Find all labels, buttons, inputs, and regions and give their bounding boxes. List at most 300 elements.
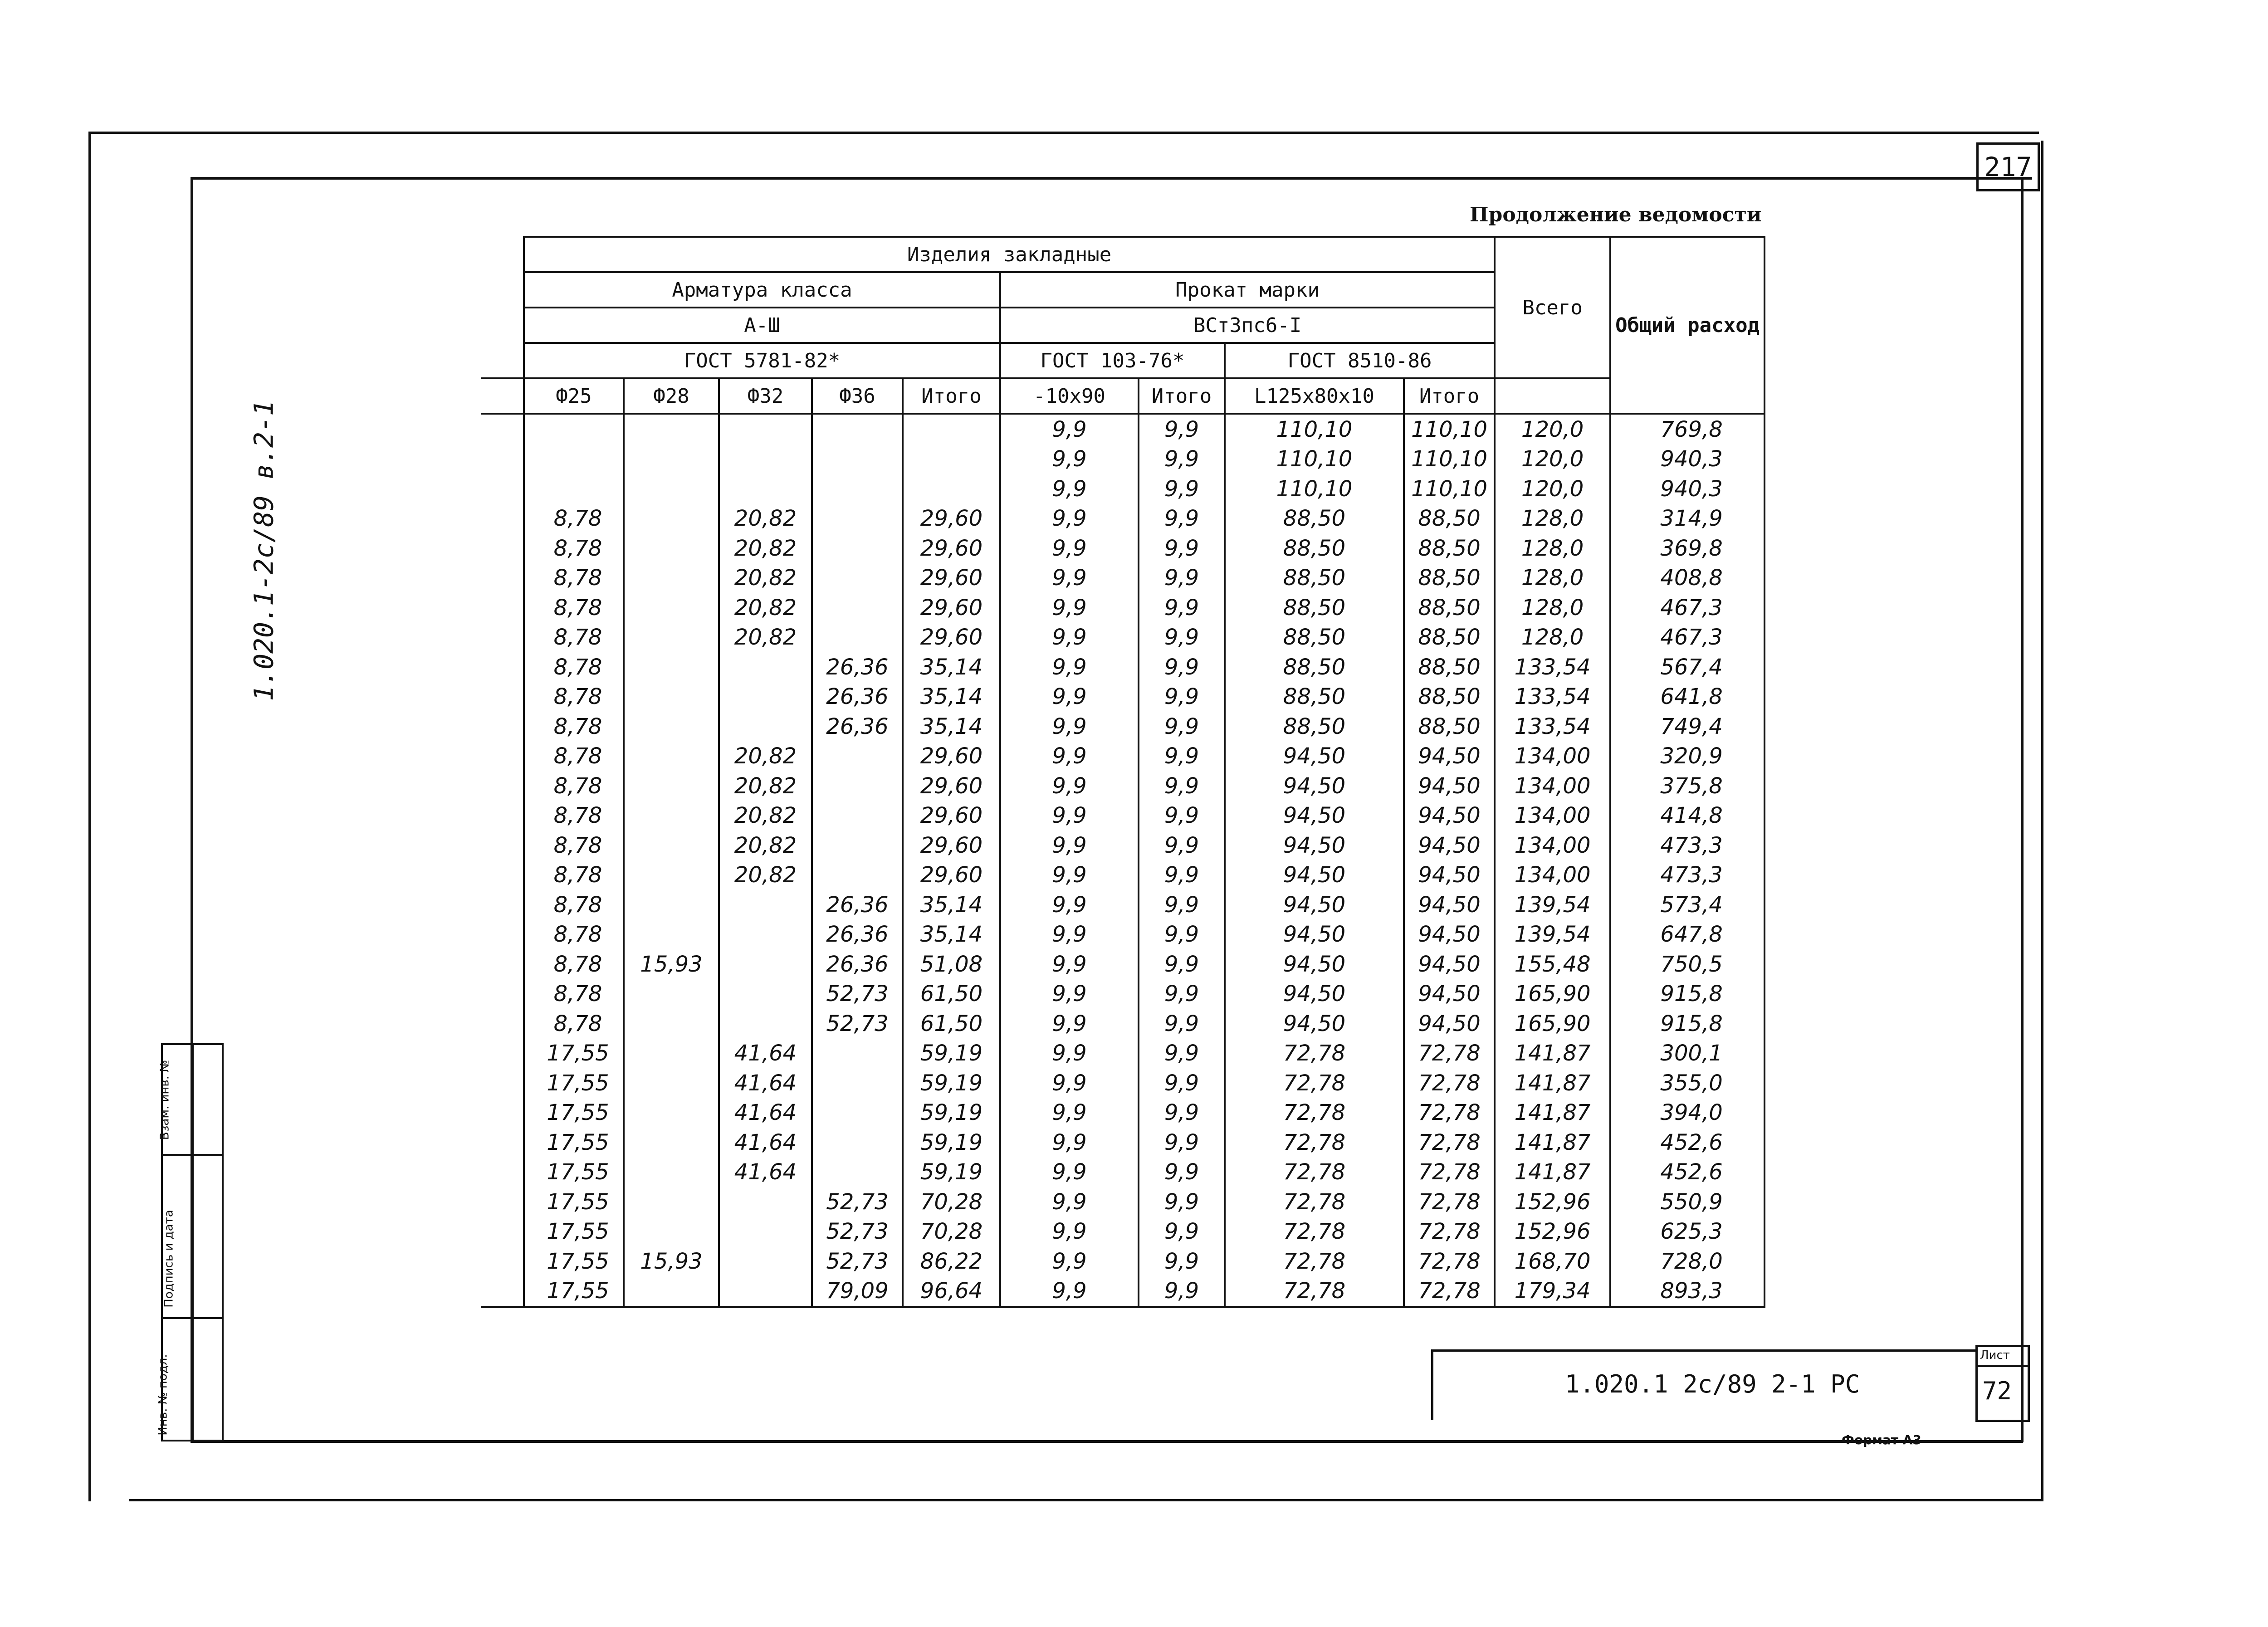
- table-cell: 17,55: [524, 1039, 624, 1069]
- table-cell: 9,9: [1000, 771, 1139, 801]
- table-cell: 750,5: [1610, 949, 1765, 979]
- table-row: [481, 1187, 1765, 1217]
- table-cell: 414,8: [1610, 801, 1765, 831]
- table-cell: 94,50: [1225, 979, 1404, 1009]
- table-body: [481, 414, 1765, 1307]
- table-cell: [624, 1158, 719, 1187]
- table-row: [481, 801, 1765, 831]
- col-header: L125х80х10: [1225, 378, 1404, 414]
- table-cell: 134,00: [1495, 801, 1610, 831]
- table-cell: 473,3: [1610, 831, 1765, 860]
- table-cell: 70,28: [903, 1187, 1000, 1217]
- table-cell: [624, 1276, 719, 1307]
- table-cell: 9,9: [1139, 474, 1225, 504]
- table-cell: 59,19: [903, 1068, 1000, 1098]
- table-cell: 9,9: [1139, 682, 1225, 712]
- table-cell: 29,60: [903, 860, 1000, 890]
- table-cell: [624, 682, 719, 712]
- table-row: [481, 979, 1765, 1009]
- table-cell: 152,96: [1495, 1217, 1610, 1247]
- table-cell: 17,55: [524, 1246, 624, 1276]
- inner-frame-right: [2021, 177, 2024, 1442]
- table-cell: 20,82: [719, 771, 812, 801]
- table-cell: 940,3: [1610, 474, 1765, 504]
- table-cell: 72,78: [1404, 1098, 1495, 1128]
- table-cell: [624, 742, 719, 772]
- table-cell: 72,78: [1404, 1276, 1495, 1307]
- table-cell: 9,9: [1000, 831, 1139, 860]
- table-cell: 15,93: [624, 949, 719, 979]
- table-cell: [812, 1068, 903, 1098]
- header-gost1: ГОСТ 103-76*: [1000, 343, 1225, 378]
- inner-frame-top: [191, 177, 2032, 180]
- table-cell: 88,50: [1404, 623, 1495, 653]
- outer-frame-bottom: [129, 1499, 2043, 1501]
- table-cell: [624, 979, 719, 1009]
- table-cell: 473,3: [1610, 860, 1765, 890]
- table-cell: 94,50: [1225, 860, 1404, 890]
- table-cell: 29,60: [903, 504, 1000, 534]
- table-cell: 128,0: [1495, 533, 1610, 563]
- table-cell: 452,6: [1610, 1158, 1765, 1187]
- table-cell: 141,87: [1495, 1158, 1610, 1187]
- table-cell: 9,9: [1000, 504, 1139, 534]
- table-cell: 29,60: [903, 593, 1000, 623]
- table-cell: 8,78: [524, 860, 624, 890]
- table-cell: 72,78: [1225, 1068, 1404, 1098]
- table-cell: [624, 414, 719, 445]
- table-cell: 88,50: [1404, 682, 1495, 712]
- table-cell: 110,10: [1404, 414, 1495, 445]
- table-cell: [624, 890, 719, 920]
- table-cell: 41,64: [719, 1128, 812, 1158]
- table-cell: 41,64: [719, 1098, 812, 1128]
- table-row: [481, 474, 1765, 504]
- table-cell: 9,9: [1000, 712, 1139, 742]
- table-cell: 139,54: [1495, 920, 1610, 950]
- table-cell: 20,82: [719, 533, 812, 563]
- table-cell: 9,9: [1139, 1068, 1225, 1098]
- table-cell: 9,9: [1000, 623, 1139, 653]
- header-armatura-class: А-Ш: [524, 308, 1000, 343]
- table-cell: 467,3: [1610, 623, 1765, 653]
- table-cell: 120,0: [1495, 414, 1610, 445]
- table-cell: 9,9: [1139, 771, 1225, 801]
- table-cell: [719, 1009, 812, 1039]
- table-cell: 94,50: [1404, 979, 1495, 1009]
- table-cell: 72,78: [1404, 1128, 1495, 1158]
- table-cell: 35,14: [903, 920, 1000, 950]
- table-cell: 20,82: [719, 593, 812, 623]
- table-cell: 88,50: [1404, 712, 1495, 742]
- table-cell: 8,78: [524, 563, 624, 593]
- table-cell: 17,55: [524, 1068, 624, 1098]
- table-cell: 26,36: [812, 920, 903, 950]
- table-cell: 88,50: [1225, 623, 1404, 653]
- table-cell: 94,50: [1225, 1009, 1404, 1039]
- table-row: [481, 593, 1765, 623]
- table-cell: 625,3: [1610, 1217, 1765, 1247]
- table-cell: 9,9: [1139, 949, 1225, 979]
- table-row: [481, 1039, 1765, 1069]
- table-cell: 9,9: [1139, 414, 1225, 445]
- table-cell: 52,73: [812, 1009, 903, 1039]
- table-cell: 9,9: [1139, 712, 1225, 742]
- table-cell: 915,8: [1610, 979, 1765, 1009]
- table-cell: [812, 801, 903, 831]
- table-cell: 17,55: [524, 1158, 624, 1187]
- table-cell: 9,9: [1000, 742, 1139, 772]
- table-cell: 52,73: [812, 1246, 903, 1276]
- continuation-title: Продолжение ведомости: [1470, 203, 1762, 226]
- table-cell: [719, 445, 812, 474]
- table-cell: [903, 445, 1000, 474]
- table-cell: 134,00: [1495, 742, 1610, 772]
- table-row: [481, 1276, 1765, 1307]
- col-header: Итого: [1139, 378, 1225, 414]
- table-cell: [719, 1276, 812, 1307]
- table-row: [481, 712, 1765, 742]
- table-cell: 94,50: [1404, 1009, 1495, 1039]
- table-cell: 9,9: [1000, 1246, 1139, 1276]
- table-cell: 394,0: [1610, 1098, 1765, 1128]
- table-cell: 128,0: [1495, 623, 1610, 653]
- table-cell: 88,50: [1404, 533, 1495, 563]
- table-cell: [624, 860, 719, 890]
- table-cell: 141,87: [1495, 1128, 1610, 1158]
- table-cell: [624, 1068, 719, 1098]
- table-row: [481, 890, 1765, 920]
- stamp-inv-podl: Инв. № подл.: [156, 1354, 170, 1436]
- table-cell: [624, 1128, 719, 1158]
- table-row: [481, 563, 1765, 593]
- table-cell: [812, 414, 903, 445]
- col-header: -10х90: [1000, 378, 1139, 414]
- table-cell: 9,9: [1000, 593, 1139, 623]
- table-cell: 8,78: [524, 682, 624, 712]
- table-cell: 128,0: [1495, 504, 1610, 534]
- col-header: Ф36: [812, 378, 903, 414]
- table-cell: 9,9: [1000, 1128, 1139, 1158]
- table-cell: 9,9: [1139, 623, 1225, 653]
- table-cell: 9,9: [1139, 593, 1225, 623]
- table-cell: [719, 1217, 812, 1247]
- table-cell: 134,00: [1495, 860, 1610, 890]
- header-prokat-grade: ВСт3пс6-I: [1000, 308, 1495, 343]
- table-cell: [524, 445, 624, 474]
- header-armatura: Арматура класса: [524, 272, 1000, 308]
- table-cell: 72,78: [1225, 1217, 1404, 1247]
- table-cell: 41,64: [719, 1068, 812, 1098]
- table-cell: 110,10: [1404, 445, 1495, 474]
- table-cell: [624, 474, 719, 504]
- table-cell: [524, 414, 624, 445]
- table-cell: 88,50: [1225, 563, 1404, 593]
- table-cell: 88,50: [1404, 563, 1495, 593]
- table-cell: 72,78: [1225, 1246, 1404, 1276]
- table-cell: 20,82: [719, 742, 812, 772]
- table-cell: 29,60: [903, 771, 1000, 801]
- col-header: Ф25: [524, 378, 624, 414]
- table-cell: 9,9: [1139, 1246, 1225, 1276]
- list-label: Лист: [1980, 1349, 2010, 1362]
- table-cell: 9,9: [1000, 1039, 1139, 1069]
- table-row: [481, 742, 1765, 772]
- table-cell: [812, 623, 903, 653]
- table-cell: 9,9: [1000, 1276, 1139, 1307]
- table-row: [481, 949, 1765, 979]
- table-cell: 133,54: [1495, 712, 1610, 742]
- table-cell: [624, 1098, 719, 1128]
- table-cell: 9,9: [1139, 533, 1225, 563]
- table-cell: [624, 445, 719, 474]
- table-cell: 9,9: [1139, 652, 1225, 682]
- table-row: [481, 533, 1765, 563]
- table-cell: [812, 504, 903, 534]
- table-cell: 152,96: [1495, 1187, 1610, 1217]
- table-cell: 128,0: [1495, 593, 1610, 623]
- table-cell: 8,78: [524, 979, 624, 1009]
- table-cell: 94,50: [1225, 771, 1404, 801]
- table-cell: [624, 593, 719, 623]
- table-row: [481, 445, 1765, 474]
- table-cell: 110,10: [1225, 445, 1404, 474]
- table-cell: 9,9: [1000, 979, 1139, 1009]
- table-cell: 72,78: [1404, 1246, 1495, 1276]
- table-cell: 165,90: [1495, 979, 1610, 1009]
- header-group: Изделия закладные: [524, 237, 1495, 272]
- table-cell: 52,73: [812, 1217, 903, 1247]
- outer-frame-right: [2041, 141, 2043, 1501]
- table-cell: 155,48: [1495, 949, 1610, 979]
- table-cell: 141,87: [1495, 1068, 1610, 1098]
- table-cell: 72,78: [1404, 1039, 1495, 1069]
- col-header: Итого: [1404, 378, 1495, 414]
- table-cell: 9,9: [1139, 831, 1225, 860]
- table-cell: 72,78: [1225, 1098, 1404, 1128]
- table-cell: 9,9: [1139, 1187, 1225, 1217]
- table-cell: 9,9: [1139, 742, 1225, 772]
- table-cell: 133,54: [1495, 652, 1610, 682]
- title-block-code: 1.020.1 2с/89 2-1 РС: [1565, 1370, 1860, 1398]
- table-cell: [812, 1098, 903, 1128]
- format-label: Формат А3: [1842, 1432, 1921, 1447]
- table-cell: 72,78: [1404, 1217, 1495, 1247]
- table-cell: 9,9: [1139, 979, 1225, 1009]
- table-row: [481, 1128, 1765, 1158]
- table-cell: [812, 1128, 903, 1158]
- table-cell: 17,55: [524, 1187, 624, 1217]
- table-cell: [903, 474, 1000, 504]
- table-cell: 59,19: [903, 1039, 1000, 1069]
- table-cell: 8,78: [524, 949, 624, 979]
- table-cell: 728,0: [1610, 1246, 1765, 1276]
- table-cell: 9,9: [1139, 860, 1225, 890]
- table-cell: [812, 593, 903, 623]
- table-cell: 94,50: [1404, 742, 1495, 772]
- table-cell: 8,78: [524, 831, 624, 860]
- table-cell: 94,50: [1225, 831, 1404, 860]
- table-cell: 9,9: [1000, 652, 1139, 682]
- header-armatura-gost: ГОСТ 5781-82*: [524, 343, 1000, 378]
- table-row: [481, 652, 1765, 682]
- table-cell: [624, 920, 719, 950]
- table-cell: 94,50: [1404, 890, 1495, 920]
- table-cell: 139,54: [1495, 890, 1610, 920]
- table-cell: 86,22: [903, 1246, 1000, 1276]
- table-cell: [812, 533, 903, 563]
- table-cell: 9,9: [1000, 860, 1139, 890]
- table-cell: 94,50: [1225, 949, 1404, 979]
- table-cell: 94,50: [1404, 831, 1495, 860]
- table-cell: 72,78: [1404, 1068, 1495, 1098]
- table-cell: [719, 652, 812, 682]
- table-cell: 133,54: [1495, 682, 1610, 712]
- table-cell: 94,50: [1404, 949, 1495, 979]
- table-row: [481, 504, 1765, 534]
- table-cell: 9,9: [1000, 949, 1139, 979]
- table-cell: 9,9: [1000, 920, 1139, 950]
- table-cell: 915,8: [1610, 1009, 1765, 1039]
- table-cell: 61,50: [903, 979, 1000, 1009]
- table-cell: 9,9: [1000, 1187, 1139, 1217]
- table-cell: 355,0: [1610, 1068, 1765, 1098]
- table-cell: 29,60: [903, 563, 1000, 593]
- table-cell: 9,9: [1000, 533, 1139, 563]
- table-cell: [624, 831, 719, 860]
- table-cell: [624, 652, 719, 682]
- table-cell: 35,14: [903, 712, 1000, 742]
- table-cell: 20,82: [719, 623, 812, 653]
- table-cell: 8,78: [524, 890, 624, 920]
- stamp-podpis-data: Подпись и дата: [162, 1210, 176, 1308]
- table-cell: 9,9: [1000, 563, 1139, 593]
- table-cell: 88,50: [1404, 652, 1495, 682]
- table-cell: 9,9: [1139, 1276, 1225, 1307]
- table-cell: 88,50: [1404, 504, 1495, 534]
- table-cell: 72,78: [1404, 1187, 1495, 1217]
- table-cell: 408,8: [1610, 563, 1765, 593]
- table-cell: 452,6: [1610, 1128, 1765, 1158]
- table-cell: 94,50: [1404, 801, 1495, 831]
- table-cell: 320,9: [1610, 742, 1765, 772]
- table-cell: 134,00: [1495, 771, 1610, 801]
- table-cell: [719, 1246, 812, 1276]
- table-cell: 179,34: [1495, 1276, 1610, 1307]
- table-cell: [624, 1039, 719, 1069]
- table-cell: 17,55: [524, 1276, 624, 1307]
- table-cell: [812, 771, 903, 801]
- table-cell: 8,78: [524, 533, 624, 563]
- table-cell: 9,9: [1000, 1009, 1139, 1039]
- table-cell: 20,82: [719, 860, 812, 890]
- table-cell: 17,55: [524, 1128, 624, 1158]
- table-row: [481, 623, 1765, 653]
- table-cell: 940,3: [1610, 445, 1765, 474]
- table-cell: [719, 474, 812, 504]
- table-cell: 369,8: [1610, 533, 1765, 563]
- table-cell: [812, 1158, 903, 1187]
- table-cell: [624, 801, 719, 831]
- table-cell: 9,9: [1139, 1158, 1225, 1187]
- table-cell: 141,87: [1495, 1098, 1610, 1128]
- table-cell: 59,19: [903, 1098, 1000, 1128]
- table-cell: [719, 920, 812, 950]
- table-cell: [719, 682, 812, 712]
- side-document-code: 1.020.1-2с/89 в.2-1: [248, 400, 279, 701]
- table-cell: 9,9: [1000, 414, 1139, 445]
- table-cell: 9,9: [1139, 445, 1225, 474]
- table-cell: [812, 860, 903, 890]
- table-cell: 9,9: [1000, 1098, 1139, 1128]
- table-cell: [812, 831, 903, 860]
- table-cell: [812, 742, 903, 772]
- table-cell: 9,9: [1139, 1098, 1225, 1128]
- table-cell: 72,78: [1225, 1039, 1404, 1069]
- table-cell: 96,64: [903, 1276, 1000, 1307]
- table-cell: 9,9: [1000, 682, 1139, 712]
- table-cell: 573,4: [1610, 890, 1765, 920]
- table-cell: 8,78: [524, 504, 624, 534]
- table-cell: 35,14: [903, 682, 1000, 712]
- table-cell: 26,36: [812, 682, 903, 712]
- table-cell: 375,8: [1610, 771, 1765, 801]
- col-header: Ф32: [719, 378, 812, 414]
- table-row: [481, 1158, 1765, 1187]
- col-header: Ф28: [624, 378, 719, 414]
- table-cell: 141,87: [1495, 1039, 1610, 1069]
- table-cell: 94,50: [1225, 920, 1404, 950]
- table-cell: 9,9: [1139, 563, 1225, 593]
- outer-frame-left: [88, 132, 91, 1501]
- table-cell: [624, 1187, 719, 1217]
- table-cell: 769,8: [1610, 414, 1765, 445]
- table-row: [481, 831, 1765, 860]
- table-cell: 8,78: [524, 1009, 624, 1039]
- materials-table: [481, 236, 1765, 1308]
- table-cell: 9,9: [1000, 474, 1139, 504]
- table-cell: [624, 504, 719, 534]
- table-cell: 9,9: [1139, 890, 1225, 920]
- table-cell: 41,64: [719, 1158, 812, 1187]
- table-cell: 70,28: [903, 1217, 1000, 1247]
- sheet-number: 217: [1976, 142, 2040, 191]
- header-prokat: Прокат марки: [1000, 272, 1495, 308]
- table-cell: 110,10: [1225, 414, 1404, 445]
- table-cell: 9,9: [1000, 445, 1139, 474]
- table-cell: 8,78: [524, 652, 624, 682]
- table-cell: 29,60: [903, 533, 1000, 563]
- table-cell: 567,4: [1610, 652, 1765, 682]
- table-cell: 94,50: [1225, 890, 1404, 920]
- table-cell: 8,78: [524, 771, 624, 801]
- table-cell: 8,78: [524, 712, 624, 742]
- table-cell: 26,36: [812, 890, 903, 920]
- table-cell: 35,14: [903, 652, 1000, 682]
- table-cell: 9,9: [1139, 801, 1225, 831]
- table-cell: 29,60: [903, 742, 1000, 772]
- table-cell: 20,82: [719, 563, 812, 593]
- header-gost2: ГОСТ 8510-86: [1225, 343, 1495, 378]
- table-cell: 72,78: [1225, 1128, 1404, 1158]
- table-cell: 9,9: [1139, 504, 1225, 534]
- stamp-vzam-inv: Взам. инв. №: [158, 1060, 172, 1140]
- table-cell: 51,08: [903, 949, 1000, 979]
- table-cell: 61,50: [903, 1009, 1000, 1039]
- table-row: [481, 1098, 1765, 1128]
- table-cell: 134,00: [1495, 831, 1610, 860]
- outer-frame-top: [88, 132, 2039, 134]
